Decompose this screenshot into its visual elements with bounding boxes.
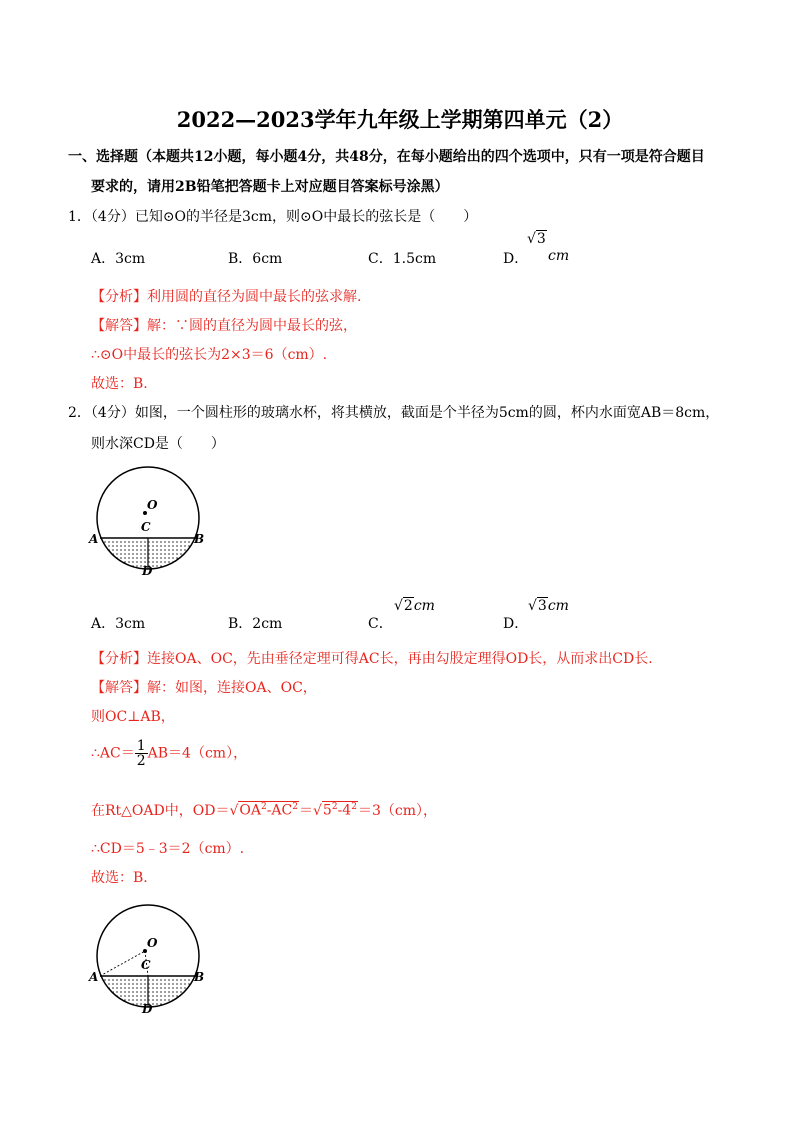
q2-od-rad1: OA	[239, 803, 261, 819]
q2-od-rad1b: -AC	[266, 803, 293, 819]
q2-option-d-radicand: 3	[537, 598, 547, 614]
q1-step: ∴⊙O中最长的弦长为2×3＝6（cm）.	[91, 347, 328, 363]
q2-stem-line2: 则水深CD是（ ）	[91, 436, 225, 452]
q1-analysis: 【分析】利用圆的直径为圆中最长的弦求解.	[91, 289, 362, 305]
q2-od-sq1: 2	[260, 802, 267, 813]
q2-option-c-radicand: 2	[403, 598, 413, 614]
q1-stem: 1．（4分）已知⊙O的半径是3cm，则⊙O中最长的弦长是（ ）	[68, 209, 478, 225]
fig1-label-c: C	[141, 520, 151, 534]
q2-ac-prefix: ∴AC＝	[91, 745, 135, 762]
fig1-label-a: A	[89, 532, 99, 546]
q2-od-rad2: 5	[322, 803, 332, 819]
q2-ac-suffix: AB＝4（cm），	[147, 745, 248, 762]
q2-figure-circle	[86, 465, 210, 577]
q1-option-d-radical: √3	[527, 231, 546, 247]
q2-option-a: A．3cm	[91, 616, 146, 632]
page-title: 2022—2023学年九年级上学期第四单元（2）	[176, 107, 624, 132]
q2-cd-line: ∴CD＝5﹣3＝2（cm）.	[91, 841, 245, 857]
q2-analysis: 【分析】连接OA、OC，先由垂径定理可得AC长，再由勾股定理得OD长，从而求出CD长.	[91, 651, 653, 667]
q1-option-d-radicand: 3	[536, 231, 546, 247]
q2-option-d-expr: √3cm	[528, 598, 569, 614]
fig2-label-o: O	[147, 936, 158, 950]
q1-option-d-label: D．	[503, 251, 529, 267]
q2-od-suffix: ＝3（cm），	[357, 803, 437, 819]
q2-ac-line	[91, 739, 247, 768]
q2-answer: 【解答】解：如图，连接OA、OC，	[91, 680, 317, 696]
q2-ac-denominator: 2	[136, 753, 146, 769]
fig2-label-b: B	[194, 970, 205, 984]
fig1-label-o: O	[147, 498, 158, 512]
q2-od-sq4: 2	[351, 802, 357, 813]
q1-answer: 【解答】解：∵圆的直径为圆中最长的弦，	[91, 318, 357, 334]
q2-choice: 故选：B.	[91, 870, 148, 886]
fig1-label-b: B	[194, 532, 205, 546]
q1-option-d	[503, 248, 528, 268]
q2-option-b: B．2cm	[228, 616, 283, 632]
q2-option-c-expr: √2cm	[394, 598, 435, 614]
q2-od-sq3: 2	[331, 802, 338, 813]
q2-solution-figure	[86, 903, 210, 1015]
q2-option-c: C．	[368, 616, 393, 632]
q2-od-sq2: 2	[292, 802, 298, 813]
q2-od-rad2b: -4	[337, 803, 352, 819]
q2-od-line: 在Rt△OAD中，$OD=√OA^2-AC^2=√5^2-4^2=3(cm)$，	[91, 802, 437, 819]
q2-od-eq: ＝	[299, 803, 313, 819]
q2-option-c-unit: cm	[413, 598, 435, 614]
fig1-label-d: D	[142, 564, 153, 577]
q2-ac-numerator: 1	[136, 738, 146, 754]
section-heading-line1: 一、选择题（本题共12小题，每小题4分，共48分，在每小题给出的四个选项中，只有一项是符合题目	[68, 149, 705, 165]
q2-option-d-unit: cm	[547, 598, 569, 614]
q1-option-d-unit: cm	[548, 248, 570, 264]
fig2-label-a: A	[89, 970, 99, 984]
section-heading-line2: 要求的，请用2B铅笔把答题卡上对应题目答案标号涂黑）	[91, 179, 449, 195]
q2-perp: 则OC⊥AB，	[91, 709, 175, 725]
fig2-label-c: C	[141, 958, 151, 972]
q2-od-prefix: 在Rt△OAD中，OD＝	[91, 803, 230, 819]
q1-option-c: C．1.5cm	[368, 251, 437, 267]
q2-option-d: D．	[503, 616, 529, 632]
q1-choice: 故选：B.	[91, 376, 148, 392]
q1-option-b: B．6cm	[228, 251, 283, 267]
q1-option-a: A．3cm	[91, 251, 146, 267]
fig2-label-d: D	[142, 1002, 153, 1015]
q2-stem-line1: 2．（4分）如图，一个圆柱形的玻璃水杯，将其横放，截面是个半径为5cm的圆，杯内水面宽AB＝8cm，	[68, 405, 720, 421]
q2-ac-fraction	[135, 739, 148, 768]
